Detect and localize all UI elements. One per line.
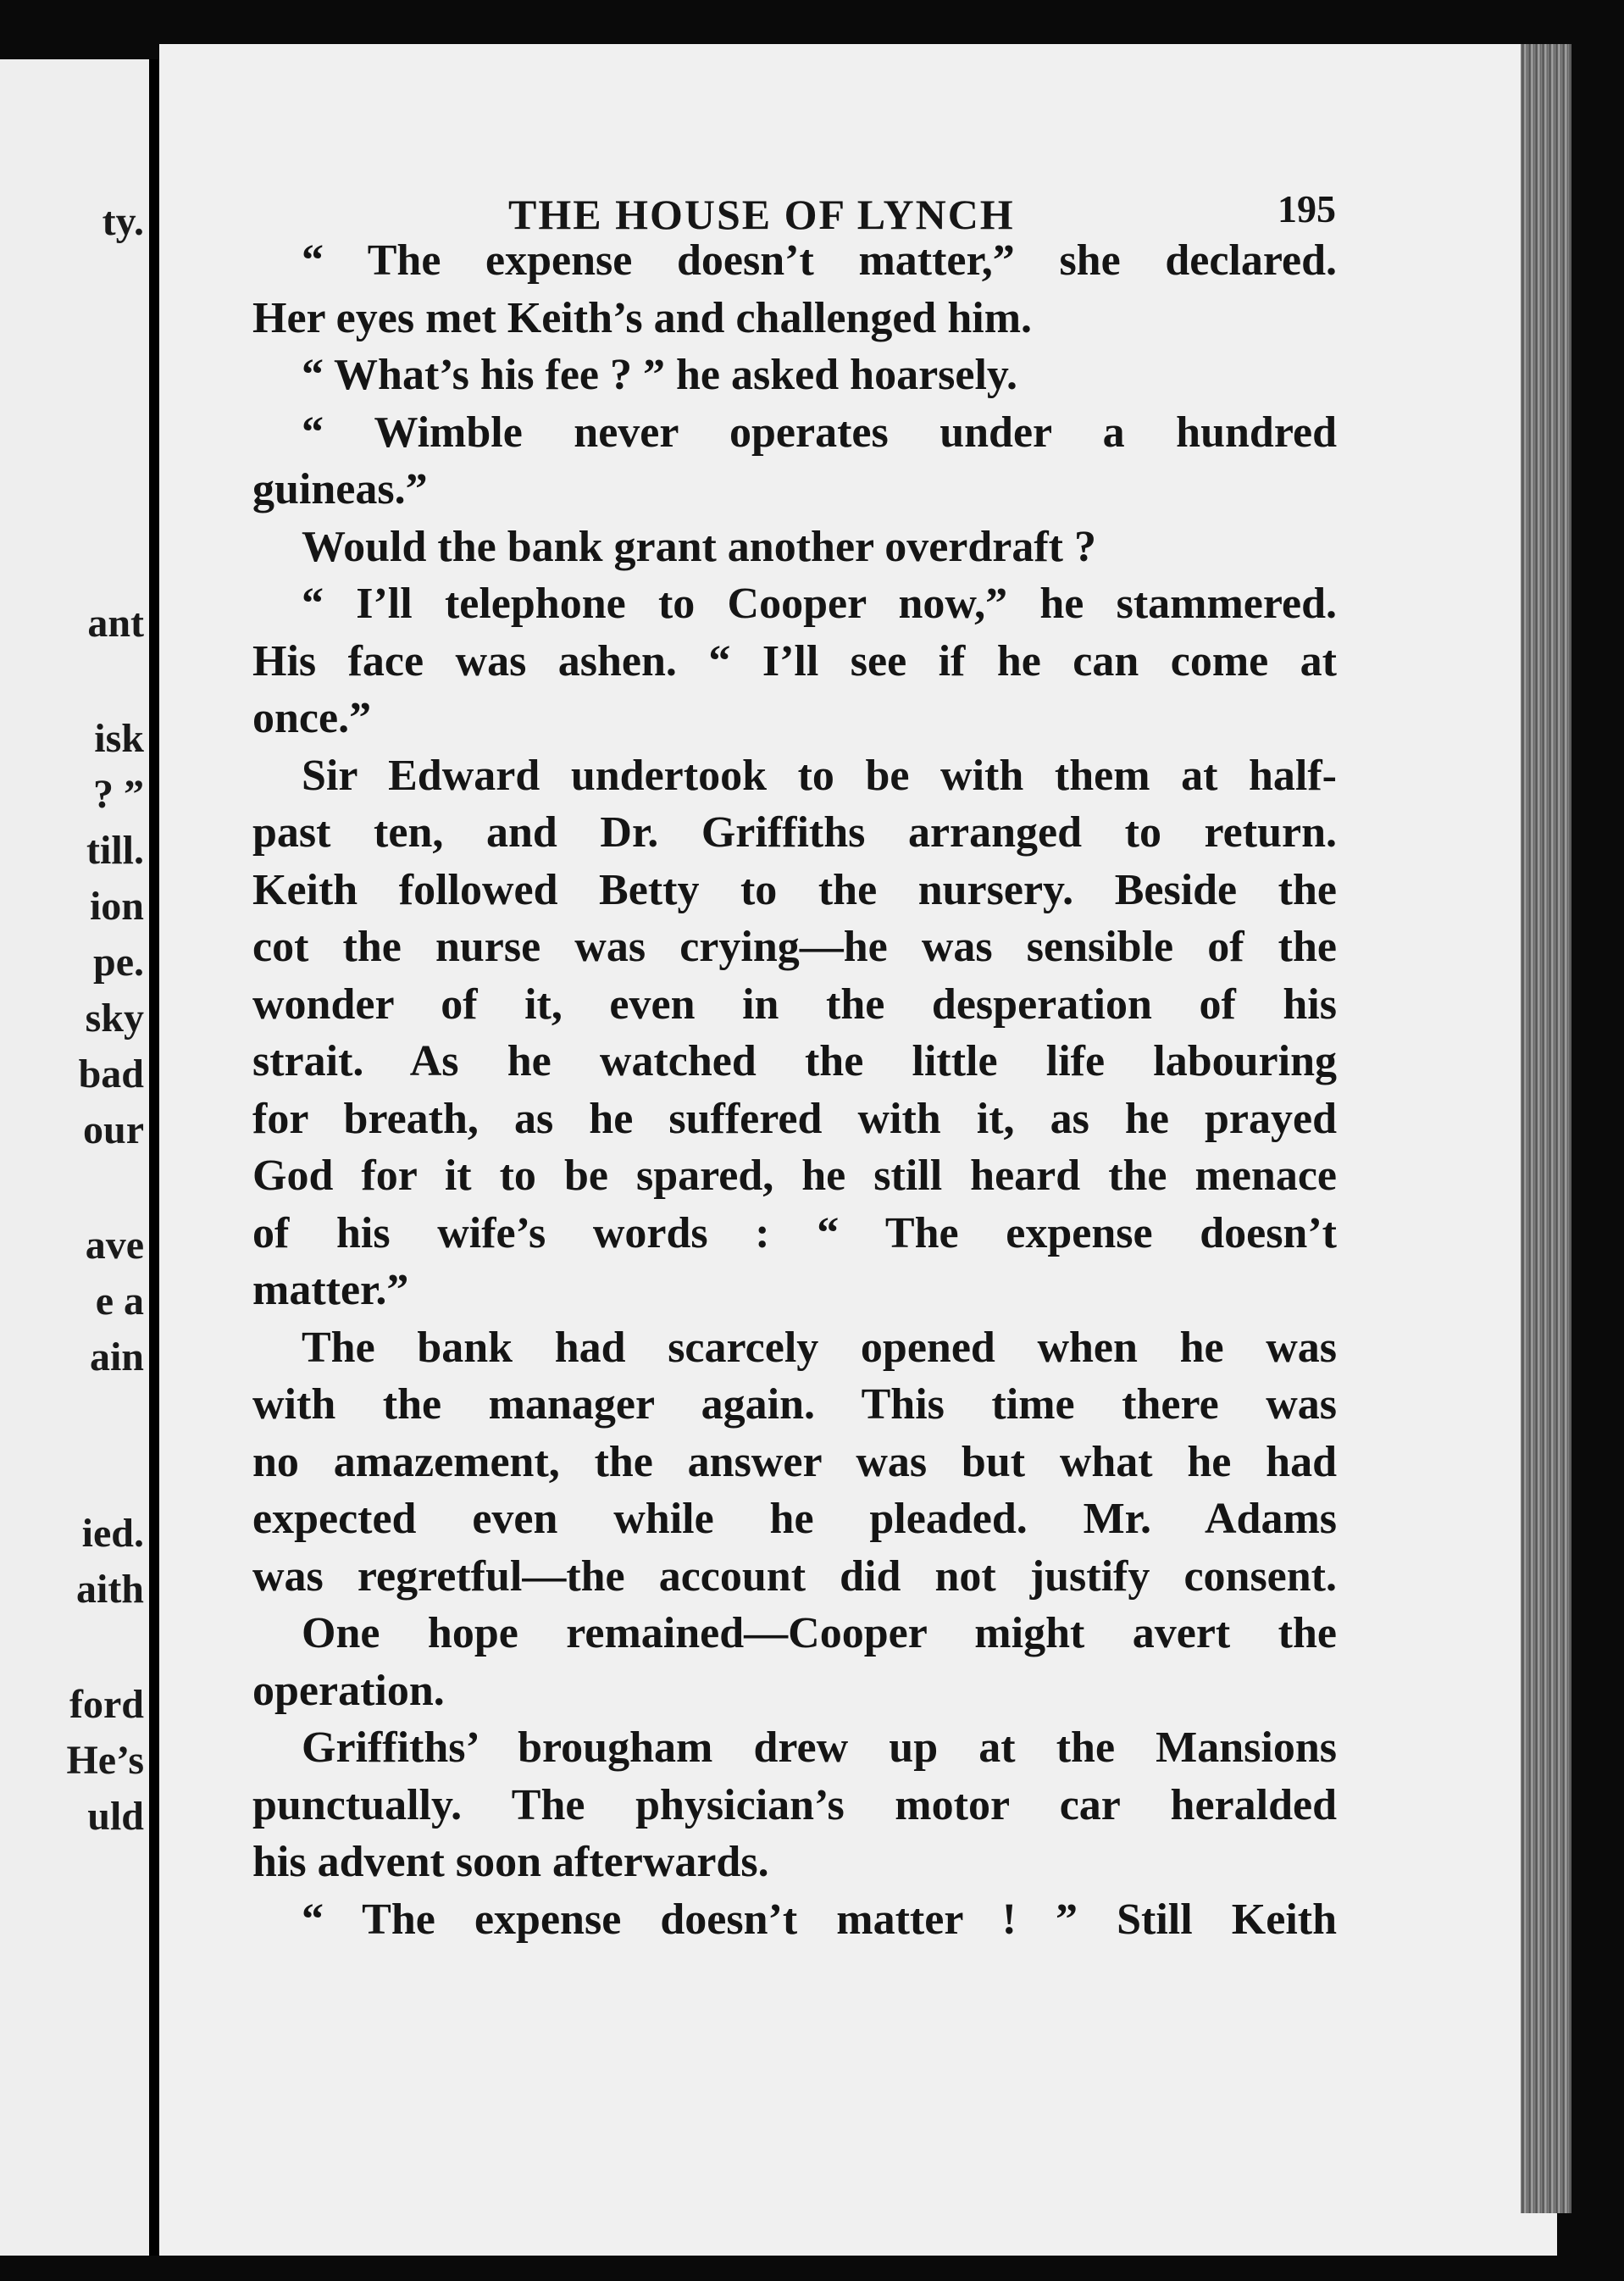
text-line: guineas.” xyxy=(252,465,428,513)
text-line: Griffiths’ brougham drew up at the Mansions xyxy=(302,1723,1337,1772)
facing-page-text-fragment: aith xyxy=(75,1567,144,1612)
facing-page-text-fragment: uld xyxy=(87,1794,144,1839)
text-line: for breath, as he suffered with it, as he prayed xyxy=(252,1094,1337,1143)
facing-page-text-fragment: bad xyxy=(78,1052,144,1096)
running-title: THE HOUSE OF LYNCH xyxy=(508,191,1015,238)
bottom-shadow xyxy=(0,2256,1624,2281)
text-line: “ Wimble never operates under a hundred xyxy=(302,408,1337,457)
facing-page-text-fragment: ion xyxy=(89,884,144,929)
text-line: cot the nurse was crying—he was sensible of the xyxy=(252,923,1337,971)
body-text xyxy=(252,232,1337,1948)
text-line: God for it to be spared, he still heard the menace xyxy=(252,1152,1337,1200)
running-header xyxy=(159,153,1557,238)
text-line: “ I’ll telephone to Cooper now,” he stammered. xyxy=(302,580,1337,628)
text-line: Would the bank grant another overdraft ? xyxy=(302,522,1096,571)
facing-page-text-fragment: till. xyxy=(86,828,144,873)
text-line: his advent soon afterwards. xyxy=(252,1838,769,1886)
facing-page-text-fragment: pe. xyxy=(93,940,144,985)
text-line: His face was ashen. “ I’ll see if he can come at xyxy=(252,636,1337,685)
text-line: no amazement, the answer was but what he had xyxy=(252,1437,1337,1486)
text-line: “ The expense doesn’t matter ! ” Still Keith xyxy=(302,1895,1337,1944)
facing-page-text-fragment: e a xyxy=(95,1279,144,1324)
text-line: once.” xyxy=(252,694,372,742)
facing-page-text-fragment: ain xyxy=(89,1335,144,1379)
facing-page-text-fragment: ant xyxy=(87,601,144,646)
text-line: One hope remained—Cooper might avert the xyxy=(302,1609,1337,1657)
facing-page-text-fragment: isk xyxy=(94,716,144,761)
text-line: of his wife’s words : “ The expense doesn’t xyxy=(252,1208,1337,1257)
text-line: Sir Edward undertook to be with them at half- xyxy=(302,751,1337,800)
text-line: was regretful—the account did not justify consent. xyxy=(252,1551,1337,1601)
text-line: “ The expense doesn’t matter,” she declared. xyxy=(302,236,1337,285)
facing-page-text-fragment: our xyxy=(83,1107,144,1152)
text-line: The bank had scarcely opened when he was xyxy=(302,1323,1337,1372)
text-line: expected even while he pleaded. Mr. Adams xyxy=(252,1495,1337,1543)
text-line: strait. As he watched the little life labouring xyxy=(252,1037,1337,1085)
text-line: punctually. The physician’s motor car heralded xyxy=(252,1780,1337,1829)
facing-page-text-fragment: sky xyxy=(85,996,144,1041)
facing-page-text-fragment: ? ” xyxy=(93,772,144,817)
facing-page-text-fragment: ied. xyxy=(81,1511,144,1556)
facing-page-left xyxy=(0,59,149,2271)
text-line: matter.” xyxy=(252,1266,409,1314)
facing-page-text-fragment: ford xyxy=(69,1682,144,1727)
book-gutter xyxy=(149,59,159,2279)
text-line: Keith followed Betty to the nursery. Beside the xyxy=(252,865,1337,914)
text-line: past ten, and Dr. Griffiths arranged to return. xyxy=(252,808,1337,857)
book-page xyxy=(159,44,1557,2281)
text-line: operation. xyxy=(252,1666,445,1715)
facing-page-text-fragment: ty. xyxy=(102,199,144,244)
text-line: with the manager again. This time there was xyxy=(252,1380,1337,1429)
text-line: “ What’s his fee ? ” he asked hoarsely. xyxy=(302,351,1018,399)
facing-page-text-fragment: ave xyxy=(85,1223,144,1268)
page-stack-edge xyxy=(1521,44,1571,2213)
text-line: wonder of it, even in the desperation of his xyxy=(252,980,1337,1029)
page-number: 195 xyxy=(1278,187,1336,230)
facing-page-text-fragment: He’s xyxy=(66,1738,144,1783)
text-line: Her eyes met Keith’s and challenged him. xyxy=(252,293,1033,342)
